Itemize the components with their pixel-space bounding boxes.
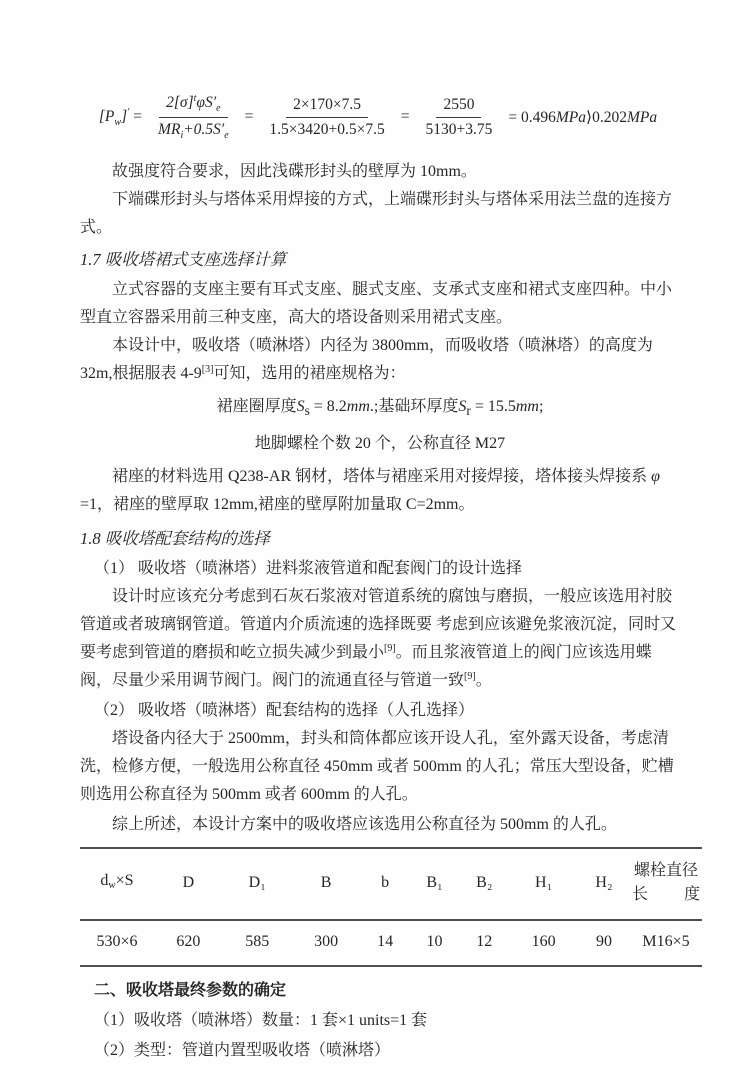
paragraph-support-types: 立式容器的支座主要有耳式支座、腿式支座、支承式支座和裙式支座四种。中小型直立容器采用前三种支座，高大的塔设备则采用裙式支座。 (80, 281, 673, 326)
section-heading-1-7: 1.7 吸收塔裙式支座选择计算 (80, 250, 287, 269)
section-heading-1-8: 1.8 吸收塔配套结构的选择 (80, 529, 270, 549)
paragraph-skirt-selection: 本设计中，吸收塔（喷淋塔）内径为 3800mm，而吸收塔（喷淋塔）的高度为 32m,根据服表 4-9[3]可知，选用的裙座规格为： (80, 337, 653, 382)
table-header-row (80, 848, 702, 920)
fraction-denominator: $MR_i+0.5S'_e$ (158, 121, 229, 141)
col-header-dw-s: $d_w\times S$ (80, 848, 154, 920)
fraction-numerator: 2550 (436, 96, 481, 118)
list-item-2-manhole: （2） 吸收塔（喷淋塔）配套结构的选择（人孔选择） (94, 702, 475, 720)
cell-b-cap: 300 (314, 933, 339, 951)
skirt-spec-line: 裙座圈厚度$S_s = 8.2mm$.;基础环厚度$S_r = 15.5mm$; (216, 398, 544, 419)
formula-lhs: $[P_w]'$ (98, 106, 130, 128)
cell-h1: 160 (531, 933, 556, 951)
paragraph-strength-conclusion: 故强度符合要求，因此浅碟形封头的壁厚为 10mm。 (112, 163, 477, 180)
table-row (80, 920, 702, 966)
cell-b2: 12 (476, 933, 493, 951)
fraction-numerator: 2×170×7.5 (286, 96, 368, 118)
col-header-b1: B₁ (410, 848, 460, 920)
cell-b: 14 (377, 933, 394, 951)
phi-symbol: φ (651, 468, 660, 486)
col-header-h1: H₁ (509, 848, 578, 920)
citation-ref-9: [9] (464, 671, 476, 683)
fraction-numerator: $2[\sigma]^t\varphi S'_e$ (159, 93, 227, 118)
col-header-bolt-spec: 螺栓直径长度 (630, 848, 702, 920)
cell-d: 620 (176, 933, 201, 951)
pressure-formula (80, 86, 680, 148)
final-item-type: （2）类型：管道内置型吸收塔（喷淋塔） (94, 1042, 391, 1060)
paragraph-manhole-sizing: 塔设备内径大于 2500mm，封头和筒体都应该开设人孔，室外露天设备，考虑清洗，检修方便，一般选用公称直径 450mm 或者 500mm 的人孔；常压大型设备，贮槽则选用公称直径为 500mm 或者 600mm 的人孔。 (80, 730, 674, 804)
anchor-bolt-line: 地脚螺栓个数 20 个，公称直径 M27 (254, 435, 506, 453)
col-header-d1: D₁ (223, 848, 292, 920)
final-item-quantity: （1）吸收塔（喷淋塔）数量：1 套×1 units=1 套 (94, 1012, 428, 1030)
col-header-d: D (154, 848, 223, 920)
cell-bolt-spec: M16×5 (642, 933, 690, 951)
col-header-b: b (360, 848, 409, 920)
paragraph-skirt-material: 裙座的材料选用 Q238-AR 钢材，塔体与裙座采用对接焊接，塔体接头焊接系 φ =1，裙座的壁厚取 12mm,裙座的壁厚附加量取 C=2mm。 (80, 468, 660, 514)
cell-dw-s: 530×6 (96, 933, 138, 951)
formula-fraction-result (419, 96, 500, 139)
cell-b1: 10 (426, 933, 443, 951)
equals-sign: = (133, 108, 143, 125)
formula-fraction-values (262, 96, 391, 139)
fraction-denominator: 1.5×3420+0.5×7.5 (269, 120, 385, 138)
paragraph-manhole-summary: 综上所述，本设计方案中的吸收塔应该选用公称直径为 500mm 的人孔。 (112, 816, 617, 834)
citation-ref-3: [3] (201, 364, 214, 375)
formula-result: = 0.496MPa⟩0.202MPa (508, 108, 658, 126)
equals-sign: = (244, 108, 254, 125)
formula-fraction-symbolic (151, 93, 236, 141)
fraction-denominator: 5130+3.75 (425, 120, 493, 138)
citation-ref-9: [9] (384, 643, 396, 655)
document-content (80, 86, 700, 1065)
manhole-params-table (80, 847, 702, 967)
equals-sign: = (400, 108, 410, 125)
list-item-1-pipes: （1） 吸收塔（喷淋塔）进料浆液管道和配套阀门的设计选择 (94, 560, 523, 578)
col-header-h2: H₂ (578, 848, 630, 920)
section-heading-final-params: 二、吸收塔最终参数的确定 (94, 982, 287, 1000)
cell-d1: 585 (245, 933, 270, 951)
col-header-b2: B₂ (459, 848, 509, 920)
paragraph-head-welding: 下端碟形封头与塔体采用焊接的方式，上端碟形封头与塔体采用法兰盘的连接方式。 (80, 191, 673, 236)
paragraph-pipe-design: 设计时应该充分考虑到石灰石浆液对管道系统的腐蚀与磨损，一般应该选用衬胶管道或者玻璃钢管道。管道内介质流速的选择既要 考虑到应该避免浆液沉淀，同时又要考虑到管道的磨损和屹立损失减少到最小[9]。而且浆液管道上的阀门应该选用蝶阀，尽量少采用调节阀门。阀门的流通直径与管道一致[9]。 (80, 588, 677, 690)
col-header-b-cap: B (292, 848, 361, 920)
cell-h2: 90 (596, 933, 612, 951)
